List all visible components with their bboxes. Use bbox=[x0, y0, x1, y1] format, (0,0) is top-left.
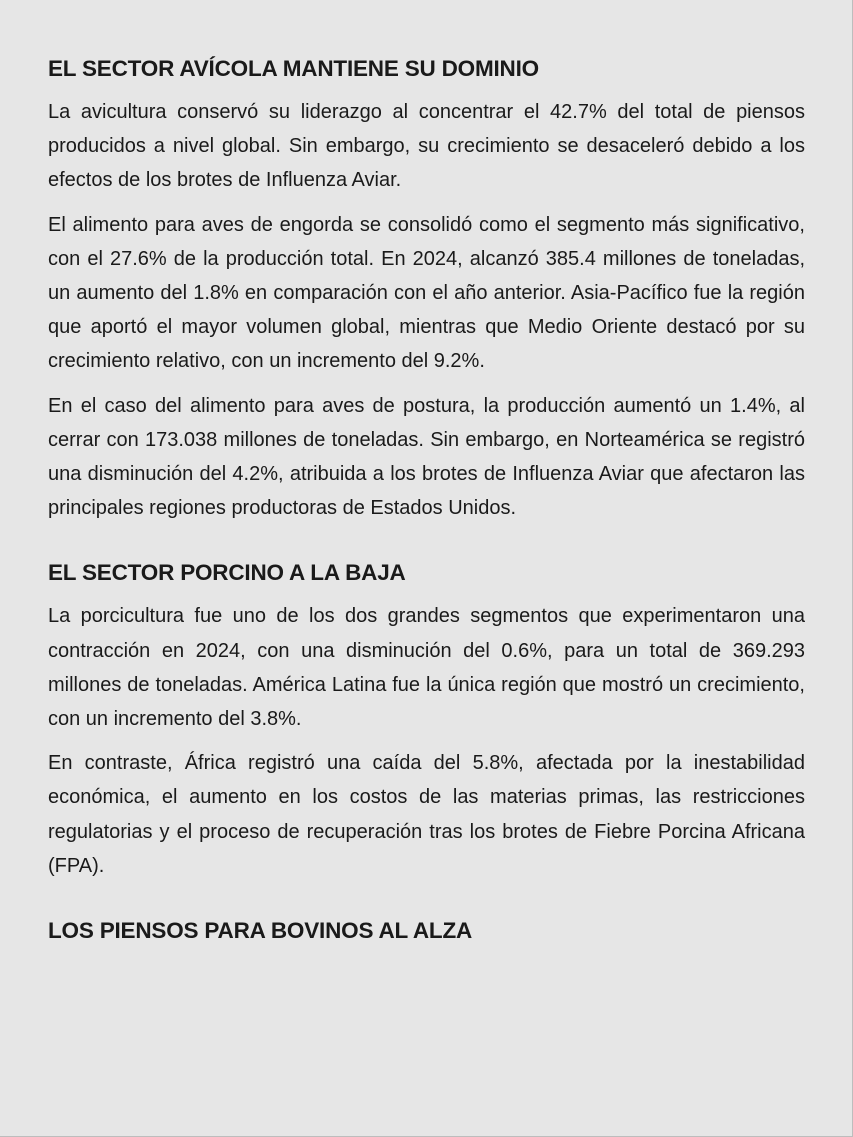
paragraph: En el caso del alimento para aves de postura, la producción aumentó un 1.4%, al cerrar con 173.038 millones de toneladas. Sin embargo, en Norteamérica se registró una disminución del 4.2%, atribuida a los brotes de Influenza Aviar que afectaron las principales regiones productoras de Estados Unidos. bbox=[48, 394, 805, 520]
section-bovine bbox=[48, 915, 805, 947]
section-heading: EL SECTOR PORCINO A LA BAJA bbox=[48, 560, 406, 586]
paragraph: En contraste, África registró una caída del 5.8%, afectada por la inestabilidad económica, el aumento en los costos de las materias primas, las restricciones regulatorias y el proceso de recuperación tras los brotes de Fiebre Porcina Africana (FPA). bbox=[48, 752, 805, 877]
paragraph: La avicultura conservó su liderazgo al concentrar el 42.7% del total de piensos producidos a nivel global. Sin embargo, su crecimiento se desaceleró debido a los efectos de los brotes de Influenza Aviar. bbox=[48, 101, 805, 192]
section-poultry bbox=[48, 53, 805, 525]
paragraph: El alimento para aves de engorda se consolidó como el segmento más significativo, con el 27.6% de la producción total. En 2024, alcanzó 385.4 millones de toneladas, un aumento del 1.8% en comparación con el año anterior. Asia-Pacífico fue la región que aportó el mayor volumen global, mientras que Medio Oriente destacó por su crecimiento relativo, con un incremento del 9.2%. bbox=[48, 213, 805, 373]
section-heading: LOS PIENSOS PARA BOVINOS AL ALZA bbox=[48, 918, 473, 944]
paragraph: La porcicultura fue uno de los dos grandes segmentos que experimentaron una contracción en 2024, con una disminución del 0.6%, para un total de 369.293 millones de toneladas. América Latina fue la única región que mostró un crecimiento, con un incremento del 3.8%. bbox=[48, 605, 805, 731]
section-heading: EL SECTOR AVÍCOLA MANTIENE SU DOMINIO bbox=[48, 56, 539, 81]
section-swine bbox=[48, 557, 805, 883]
